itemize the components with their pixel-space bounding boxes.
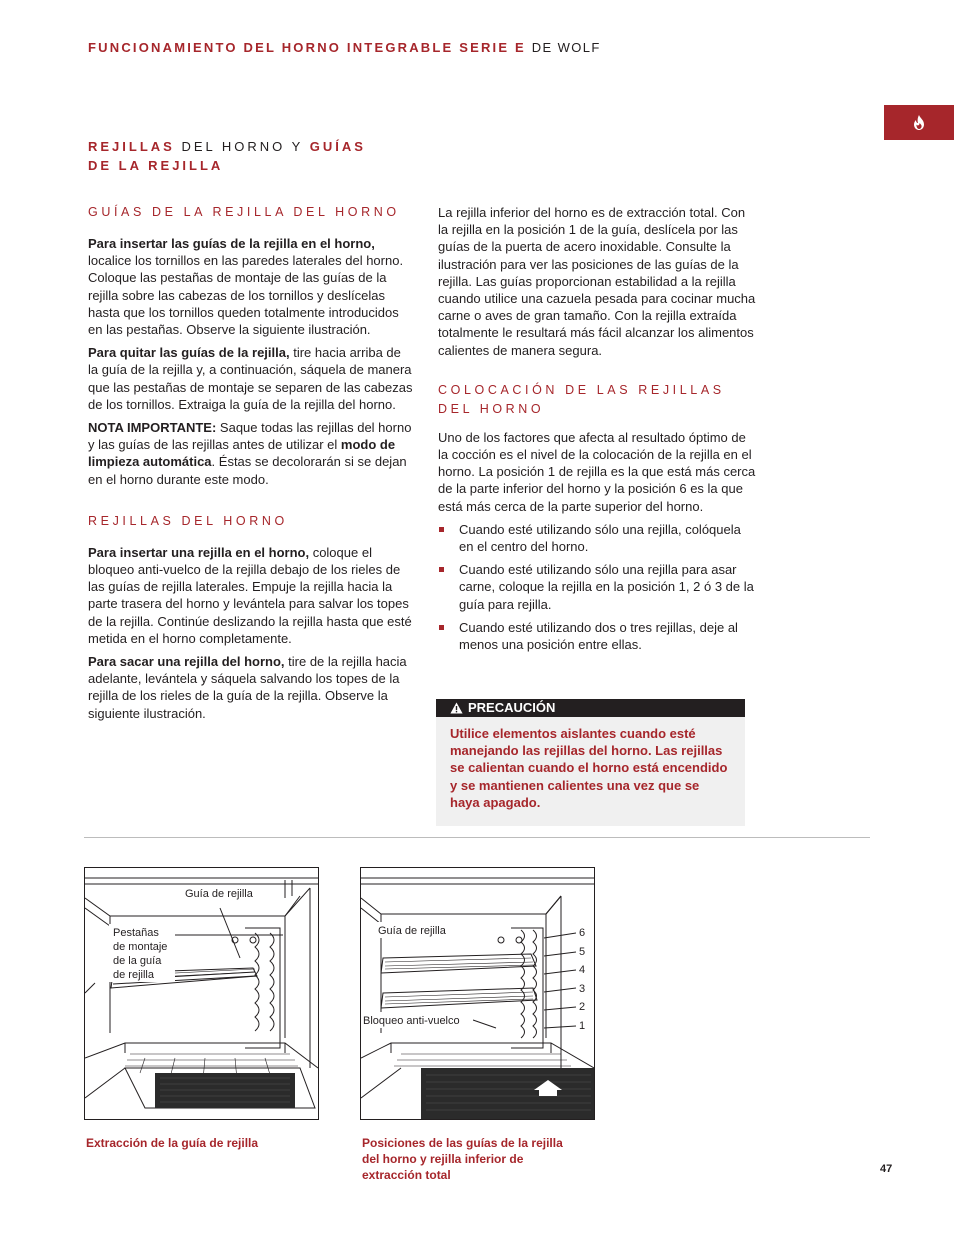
list-item: Cuando esté utilizando sólo una rejilla, colóquela en el centro del horno. <box>438 521 758 555</box>
list-item: Cuando esté utilizando sólo una rejilla para asar carne, coloque la rejilla en la posición 1, 2 ó 3 de la guía para rejilla. <box>438 561 758 613</box>
figure2-label-lock: Bloqueo anti-vuelco <box>363 1015 460 1027</box>
figure-rack-guide-removal <box>84 867 319 1120</box>
running-header <box>88 40 601 55</box>
racks-heading: REJILLAS DEL HORNO <box>88 513 288 528</box>
header-brand: DE WOLF <box>531 40 601 55</box>
figure1-label-tabs-line2: de montaje <box>113 941 168 953</box>
flame-icon <box>913 115 925 130</box>
caution-box <box>436 699 745 826</box>
figure1-caption: Extracción de la guía de rejilla <box>86 1136 259 1150</box>
placement-list <box>438 521 758 653</box>
guides-paragraph-1: Para insertar las guías de la rejilla en el horno, localice los tornillos en las paredes laterales del horno. Coloque las pestañas de montaje de las guías de la rejilla sobre las cabezas de los tornillos y deslícelas hasta que los tornillos queden totalmente introducidos en las pestañas. Observe la siguiente ilustración. <box>88 236 404 338</box>
caution-label: PRECAUCIÓN <box>468 700 556 715</box>
rack-position-label: 3 <box>579 983 586 995</box>
guides-heading: GUÍAS DE LA REJILLA DEL HORNO <box>88 205 400 219</box>
rack-position-label: 2 <box>579 1001 586 1013</box>
caution-text: Utilice elementos aislantes cuando esté manejando las rejillas del horno. Las rejillas se calientan cuando el horno está encendido y se mantienen calientes una vez que se haya apagado. <box>450 726 728 810</box>
header-title: FUNCIONAMIENTO DEL HORNO INTEGRABLE SERIE E <box>88 40 526 55</box>
caution-header <box>436 699 745 717</box>
left-column <box>88 203 413 728</box>
warning-triangle-icon <box>450 702 463 714</box>
section-title <box>88 137 388 175</box>
rack-position-label: 1 <box>579 1020 586 1032</box>
rack-position-label: 4 <box>579 964 586 976</box>
right-column <box>438 204 758 659</box>
list-item: Cuando esté utilizando dos o tres rejillas, deje al menos una posición entre ellas. <box>438 619 758 653</box>
figure1-label-tabs-line4: de rejilla <box>113 969 154 981</box>
section-title-part2: DEL HORNO Y <box>181 139 304 154</box>
section-title-part3: GUÍAS <box>309 139 366 154</box>
oven-illustration-2 <box>361 868 594 1119</box>
right-paragraph-2: Uno de los factores que afecta al resultado óptimo de la cocción es el nivel de la colocación de la rejilla en el horno. La posición 1 de rejilla es la que está más cerca de la parte inferior del horno y la posición 6 es la que está más cerca de la parte superior del horno. <box>438 429 756 514</box>
guides-paragraph-2: Para quitar las guías de la rejilla, tire hacia arriba de la guía de la rejilla y, a continuación, sáquela de manera que las pestañas de montaje se separen de las cabezas de los tornillos. Extraiga la guía de la rejilla del horno. <box>88 345 413 412</box>
divider <box>84 837 870 838</box>
rack-position-label: 6 <box>579 927 586 939</box>
section-tab <box>884 105 954 140</box>
figure1-label-guide: Guía de rejilla <box>185 888 253 900</box>
oven-illustration-1 <box>85 868 318 1119</box>
rack-position-label: 5 <box>579 946 586 958</box>
placement-heading: COLOCACIÓN DE LAS REJILLAS DEL HORNO <box>438 382 725 416</box>
right-paragraph-1: La rejilla inferior del horno es de extracción total. Con la rejilla en la posición 1 de la guía, deslícela por las guías de la puerta de acero inoxidable. Consulte la ilustración para ver las posiciones de las guías de la rejilla. Las guías proporcionan estabilidad a la rejilla cuando utilice una cazuela pesada para cocinar mucha carne o aves de gran tamaño. Con la rejilla extraída totalmente le resultará más fácil alcanzar los alimentos calientes de manera segura. <box>438 205 756 358</box>
figure2-label-guide: Guía de rejilla <box>378 925 446 937</box>
racks-paragraph-2: Para sacar una rejilla del horno, tire de la rejilla hacia adelante, levántela y sáquela salvando los topes de la rejilla de los rieles de la guía de la rejilla. Observe la siguiente ilustración. <box>88 654 407 721</box>
page-number: 47 <box>880 1163 893 1175</box>
section-title-part1: REJILLAS <box>88 139 175 154</box>
section-title-part4: DE LA REJILLA <box>88 158 224 173</box>
figure-rack-positions <box>360 867 595 1120</box>
racks-paragraph-1: Para insertar una rejilla en el horno, coloque el bloqueo anti-vuelco de la rejilla debajo de los rieles de las guías de rejilla laterales. Empuje la rejilla hacia la parte trasera del horno y levántela para salvar los topes de la rejilla. Continúe deslizando la rejilla hasta que esté metida en el horno completamente. <box>88 544 412 646</box>
figure1-label-tabs-line1: Pestañas <box>113 927 159 939</box>
figure1-label-tabs-line3: de la guía <box>113 955 162 967</box>
guides-paragraph-3: NOTA IMPORTANTE: Saque todas las rejillas del horno y las guías de las rejillas antes de utilizar el modo de limpieza automática. Éstas se decolorarán si se dejan en el horno durante este modo. <box>88 420 412 487</box>
figure2-caption: Posiciones de las guías de la rejilla del horno y rejilla inferior de extracción total <box>362 1136 563 1182</box>
